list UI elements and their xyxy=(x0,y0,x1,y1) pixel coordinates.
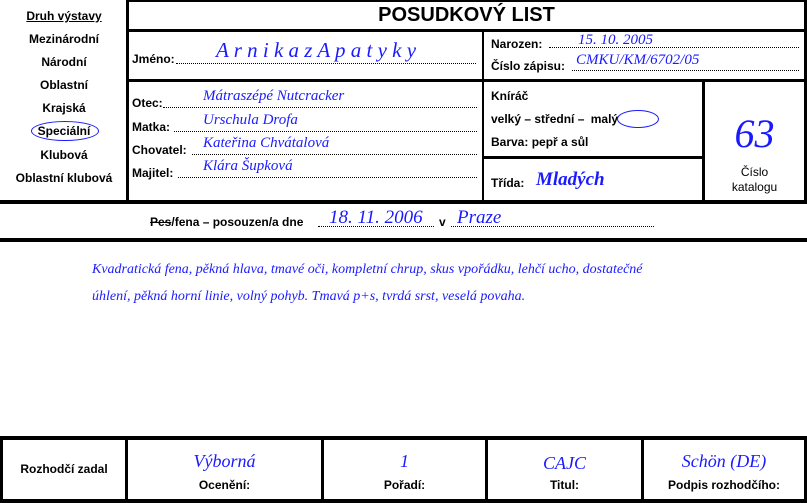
show-type-club[interactable]: Klubová xyxy=(40,148,88,162)
header-bottom-line xyxy=(0,200,807,204)
name-value: A r n i k a z A p a t y k y xyxy=(216,38,417,62)
evaluation-line-2: úhlení, pěkná horní linie, volný pohyb. Tmavá p+s, tvrdá srst, veselá povaha. xyxy=(92,289,526,304)
catalog-label-line2: katalogu xyxy=(731,180,778,194)
judged-place: Praze xyxy=(457,207,502,228)
breed-size-options xyxy=(491,112,618,126)
breeder-dots xyxy=(192,154,477,155)
class-label: Třída: xyxy=(491,176,525,190)
show-type-heading: Druh výstavy xyxy=(26,9,102,23)
judged-prefix-rest: /fena – posouzen/a dne xyxy=(171,215,304,229)
parents-breed-divider xyxy=(482,80,484,202)
judged-date: 18. 11. 2006 xyxy=(329,207,423,228)
mother-label: Matka: xyxy=(132,120,171,134)
class-value: Mladých xyxy=(536,169,605,190)
judge-assigned-label: Rozhodčí zadal xyxy=(20,462,108,476)
owner-label: Majitel: xyxy=(132,166,174,180)
name-born-divider xyxy=(482,30,484,80)
catalog-label-line1: Číslo xyxy=(740,165,769,179)
rank-label: Pořadí: xyxy=(383,478,426,492)
show-type-county[interactable]: Krajská xyxy=(42,101,86,115)
rating-value: Výborná xyxy=(193,451,256,471)
top-border xyxy=(126,0,807,2)
registration-value: CMKU/KM/6702/05 xyxy=(576,52,700,68)
footer-bottom-line xyxy=(0,499,807,503)
judged-bottom-line xyxy=(0,238,807,242)
breed-class-divider xyxy=(482,156,704,159)
title-award-label: Titul: xyxy=(549,478,580,492)
evaluation-line-1: Kvadratická fena, pěkná hlava, tmavé oči, kompletní chrup, skus vpořádku, lehčí ucho, dostatečné xyxy=(92,262,643,277)
born-value: 15. 10. 2005 xyxy=(578,32,653,48)
rank-value: 1 xyxy=(400,451,409,471)
show-type-regional-club[interactable]: Oblastní klubová xyxy=(15,171,113,185)
catalog-number: 63 xyxy=(734,111,775,156)
judged-in-label: v xyxy=(439,215,446,229)
page-title: POSUDKOVÝ LIST xyxy=(378,4,555,26)
breed-heading: Kníráč xyxy=(491,89,529,103)
show-type-national[interactable]: Národní xyxy=(41,55,87,69)
registration-label: Číslo zápisu: xyxy=(491,59,566,73)
judge-name-value: Schön (DE) xyxy=(681,451,767,471)
title-bottom-line xyxy=(126,29,807,32)
breed-size-other: velký – střední – xyxy=(491,112,585,126)
breeder-label: Chovatel: xyxy=(132,143,187,157)
show-type-international[interactable]: Mezinárodní xyxy=(28,32,99,46)
breeder-value: Kateřina Chvátalová xyxy=(203,135,330,151)
owner-value: Klára Šupková xyxy=(203,158,293,174)
selected-size-circle xyxy=(617,110,659,128)
father-dots xyxy=(163,107,477,108)
breed-color: Barva: pepř a sůl xyxy=(491,135,589,149)
father-label: Otec: xyxy=(132,96,163,110)
name-label: Jméno: xyxy=(132,52,175,66)
judged-prefix xyxy=(150,215,303,229)
footer-top-line xyxy=(0,436,807,440)
rating-label: Ocenění: xyxy=(198,478,251,492)
born-label: Narozen: xyxy=(491,37,543,51)
show-type-special[interactable]: Speciální xyxy=(37,124,91,138)
judge-signature-label: Podpis rozhodčího: xyxy=(668,478,780,492)
selected-show-type-circle xyxy=(31,121,99,141)
owner-dots xyxy=(178,177,477,178)
mother-value: Urschula Drofa xyxy=(203,112,298,128)
judged-prefix-strike: Pes xyxy=(150,215,172,229)
title-award-value: CAJC xyxy=(543,453,586,473)
mother-dots xyxy=(174,131,477,132)
breed-size-selected[interactable]: malý xyxy=(590,112,619,126)
father-value: Mátraszépé Nutcracker xyxy=(203,88,345,104)
name-dots xyxy=(176,63,476,64)
show-type-regional[interactable]: Oblastní xyxy=(39,78,88,92)
registration-dots xyxy=(572,70,799,71)
